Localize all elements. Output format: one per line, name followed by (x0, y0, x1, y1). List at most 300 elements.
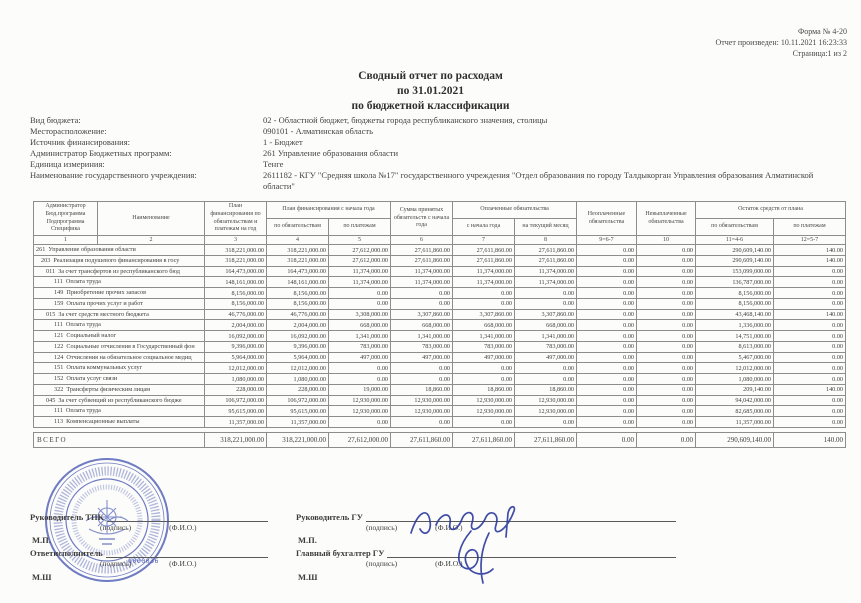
info-row (30, 137, 842, 148)
row-value: 46,776,000.00 (205, 309, 267, 320)
header-name: Наименование (98, 202, 205, 236)
row-name: 113 Компенсационные выплаты (34, 417, 205, 428)
row-value: 0.00 (637, 352, 696, 363)
mp-label: М.П. (32, 535, 51, 545)
header-by-payments: по платежам (329, 219, 391, 236)
info-label: Месторасположение: (30, 126, 107, 137)
column-number: 6 (391, 236, 453, 245)
report-generated-timestamp: Отчет произведен: 10.11.2021 16:23:33 (715, 37, 847, 47)
signature-line (30, 547, 268, 558)
row-value: 0.00 (577, 341, 637, 352)
row-value: 27,611,860.00 (453, 255, 515, 266)
signature-caption: (подпись) (366, 559, 398, 568)
signature-rule (107, 511, 268, 522)
signature-line (30, 511, 268, 522)
row-value: 136,787,000.00 (696, 277, 774, 288)
row-value: 19,000.00 (329, 384, 391, 395)
table-row (34, 266, 846, 277)
row-value: 11,374,000.00 (329, 266, 391, 277)
row-name: 124 Отчисления на обязательное социальное медиц (34, 352, 205, 363)
row-value: 0.00 (577, 384, 637, 395)
row-value: 783,000.00 (515, 341, 577, 352)
row-value: 12,930,000.00 (453, 406, 515, 417)
row-value: 18,860.00 (515, 384, 577, 395)
info-label: Источник финансирования: (30, 137, 130, 148)
mp-label: М.П. (298, 535, 317, 545)
column-number: 11=4-6 (696, 236, 774, 245)
header-group-remainder: Остаток средств от плана (696, 202, 846, 219)
info-value: 090101 - Алматинская область (263, 126, 373, 137)
header-group-plan-start: План финансирования с начала года (267, 202, 391, 219)
row-value: 318,221,000.00 (267, 245, 329, 256)
row-value: 0.00 (577, 363, 637, 374)
row-value: 0.00 (774, 331, 846, 342)
row-value: 106,972,000.00 (205, 395, 267, 406)
row-value: 0.00 (637, 266, 696, 277)
info-row (30, 170, 842, 192)
row-value: 290,609,140.00 (696, 245, 774, 256)
row-name: 011 За счет трансфертов из республиканского бюд (34, 266, 205, 277)
row-value: 27,612,000.00 (329, 245, 391, 256)
signature-rule (387, 547, 676, 558)
table-row (34, 331, 846, 342)
row-value: 0.00 (577, 309, 637, 320)
row-value: 0.00 (637, 432, 696, 447)
column-numbers-row (34, 236, 846, 245)
row-name: 261 Управление образования области (34, 245, 205, 256)
title-line-3: по бюджетной классификации (351, 99, 510, 112)
row-value: 0.00 (637, 309, 696, 320)
stamp-number: 0000036 (128, 557, 159, 565)
table-row (34, 395, 846, 406)
row-value: 0.00 (637, 245, 696, 256)
info-value: Тенге (263, 159, 284, 170)
row-value: 318,221,000.00 (205, 245, 267, 256)
row-value: 0.00 (453, 288, 515, 299)
header-undisbursed: Невыплаченные обязательства (637, 202, 696, 236)
row-value: 8,156,000.00 (205, 298, 267, 309)
row-value: 0.00 (577, 395, 637, 406)
row-value: 0.00 (391, 298, 453, 309)
table-row (34, 298, 846, 309)
row-value: 3,308,000.00 (329, 309, 391, 320)
row-value: 9,396,000.00 (267, 341, 329, 352)
title-line-2: по 31.01.2021 (396, 84, 464, 97)
info-label: Единица измериния: (30, 159, 105, 170)
row-value: 27,611,860.00 (391, 255, 453, 266)
fio-caption: (Ф.И.О.) (169, 559, 197, 568)
row-value: 0.00 (391, 363, 453, 374)
column-number: 7 (453, 236, 515, 245)
row-value: 0.00 (453, 417, 515, 428)
info-row (30, 148, 842, 159)
row-value: 27,612,000.00 (329, 432, 391, 447)
row-value: 0.00 (774, 288, 846, 299)
row-value: 318,221,000.00 (205, 255, 267, 266)
row-value: 82,685,000.00 (696, 406, 774, 417)
row-value: 0.00 (577, 320, 637, 331)
row-value: 11,374,000.00 (391, 277, 453, 288)
row-name: 111 Оплата труда (34, 406, 205, 417)
signature-captions (30, 523, 268, 532)
row-value: 0.00 (637, 417, 696, 428)
info-value: 2611182 - КГУ "Средняя школа №17" государственного учреждения "Отдел образования по городу Талдыкорган Управления образования Алматинской области" (263, 170, 814, 192)
row-value: 290,609,140.00 (696, 432, 774, 447)
column-number: 4 (267, 236, 329, 245)
column-number: 3 (205, 236, 267, 245)
row-value: 5,964,000.00 (205, 352, 267, 363)
row-name: 122 Социальные отчисления в Государственный фон (34, 341, 205, 352)
row-value: 153,099,000.00 (696, 266, 774, 277)
table-header (34, 202, 846, 245)
signature-caption: (подпись) (366, 523, 398, 532)
row-value: 27,611,860.00 (515, 255, 577, 266)
column-number: 8 (515, 236, 577, 245)
row-value: 0.00 (515, 417, 577, 428)
row-value: 0.00 (577, 432, 637, 447)
form-number: Форма № 4-20 (797, 27, 847, 36)
header-remainder-payments: по платежам (774, 219, 846, 236)
row-value: 0.00 (515, 288, 577, 299)
table-row (34, 277, 846, 288)
row-value: 12,930,000.00 (391, 406, 453, 417)
row-value: 0.00 (453, 374, 515, 385)
signatory-role: Руководитель ТПК (30, 512, 104, 522)
row-value: 27,611,860.00 (515, 245, 577, 256)
handwritten-signature (441, 527, 511, 587)
table-row (34, 406, 846, 417)
signature-caption: (подпись) (100, 559, 132, 568)
row-name: ВСЕГО (34, 432, 205, 447)
row-name: 121 Социальный налог (34, 331, 205, 342)
row-value: 18,860.00 (391, 384, 453, 395)
header-plan-year: План финансирования по обязательствам и платежам на год (205, 202, 267, 236)
row-value: 8,156,000.00 (696, 288, 774, 299)
header-accepted: Сумма принятых обязательств с начала года (391, 202, 453, 236)
row-value: 16,092,000.00 (205, 331, 267, 342)
table-row (34, 384, 846, 395)
table-body (34, 245, 846, 448)
row-value: 27,611,860.00 (391, 432, 453, 447)
row-value: 164,473,000.00 (205, 266, 267, 277)
row-value: 0.00 (637, 395, 696, 406)
signature-right-column (296, 511, 676, 582)
table-row (34, 288, 846, 299)
row-name: 045 За счет субвенций из республиканского бюдже (34, 395, 205, 406)
row-value: 12,012,000.00 (267, 363, 329, 374)
row-name: 152 Оплата услуг связи (34, 374, 205, 385)
header-group-paid: Оплаченные обязательства (453, 202, 577, 219)
row-value: 0.00 (637, 363, 696, 374)
row-value: 0.00 (577, 255, 637, 266)
row-value: 0.00 (391, 417, 453, 428)
row-value: 18,860.00 (453, 384, 515, 395)
signature-rule (106, 547, 268, 558)
row-value: 14,751,000.00 (696, 331, 774, 342)
row-value: 668,000.00 (391, 320, 453, 331)
row-value: 5,964,000.00 (267, 352, 329, 363)
column-number: 5 (329, 236, 391, 245)
table-row (34, 374, 846, 385)
table-row (34, 320, 846, 331)
row-name: 111 Оплата труда (34, 320, 205, 331)
row-value: 11,374,000.00 (453, 277, 515, 288)
row-value: 0.00 (637, 277, 696, 288)
row-value: 228,000.00 (205, 384, 267, 395)
row-value: 11,374,000.00 (329, 277, 391, 288)
row-value: 3,307,860.00 (453, 309, 515, 320)
row-value: 209,140.00 (696, 384, 774, 395)
row-value: 2,004,000.00 (205, 320, 267, 331)
row-value: 0.00 (637, 374, 696, 385)
row-value: 318,221,000.00 (205, 432, 267, 447)
table-row (34, 309, 846, 320)
row-name: 149 Приобретение прочих запасов (34, 288, 205, 299)
row-value: 0.00 (453, 298, 515, 309)
column-number: 10 (637, 236, 696, 245)
row-value: 0.00 (577, 352, 637, 363)
row-value: 0.00 (329, 298, 391, 309)
row-value: 668,000.00 (515, 320, 577, 331)
row-value: 27,611,860.00 (391, 245, 453, 256)
row-value: 140.00 (774, 432, 846, 447)
header-paid-current-month: на текущий месяц (515, 219, 577, 236)
row-value: 8,156,000.00 (696, 298, 774, 309)
row-value: 12,930,000.00 (515, 406, 577, 417)
table-row (34, 417, 846, 428)
expense-table (33, 201, 846, 448)
column-number: 9=6-7 (577, 236, 637, 245)
row-value: 12,930,000.00 (329, 395, 391, 406)
row-value: 3,307,860.00 (391, 309, 453, 320)
signature-block (30, 511, 835, 582)
row-value: 140.00 (774, 245, 846, 256)
row-value: 0.00 (774, 363, 846, 374)
row-value: 0.00 (774, 395, 846, 406)
header-unpaid: Неоплаченные обязательства (577, 202, 637, 236)
row-value: 11,374,000.00 (453, 266, 515, 277)
row-value: 783,000.00 (453, 341, 515, 352)
row-value: 5,467,000.00 (696, 352, 774, 363)
row-value: 0.00 (515, 374, 577, 385)
row-value: 140.00 (774, 309, 846, 320)
info-value: 02 - Областной бюджет, бюджеты города республиканского значения, столицы (263, 115, 548, 125)
row-value: 1,336,000.00 (696, 320, 774, 331)
info-label: Администратор Бюджетных программ: (30, 148, 172, 159)
row-name: 203 Реализация подушевого финансирования в госу (34, 255, 205, 266)
row-value: 0.00 (577, 406, 637, 417)
row-value: 1,080,000.00 (205, 374, 267, 385)
row-value: 94,042,000.00 (696, 395, 774, 406)
row-value: 0.00 (774, 417, 846, 428)
column-number: 12=5-7 (774, 236, 846, 245)
fio-caption: (Ф.И.О.) (435, 523, 463, 532)
row-value: 8,613,000.00 (696, 341, 774, 352)
info-row (30, 115, 842, 126)
row-value: 16,092,000.00 (267, 331, 329, 342)
row-value: 0.00 (774, 406, 846, 417)
row-value: 148,161,000.00 (205, 277, 267, 288)
row-value: 497,000.00 (515, 352, 577, 363)
row-value: 0.00 (577, 245, 637, 256)
fio-caption: (Ф.И.О.) (435, 559, 463, 568)
row-value: 0.00 (637, 255, 696, 266)
row-value: 11,357,000.00 (696, 417, 774, 428)
row-value: 783,000.00 (329, 341, 391, 352)
row-value: 95,615,000.00 (267, 406, 329, 417)
row-value: 0.00 (637, 331, 696, 342)
header-by-obligations: по обязательствам (267, 219, 329, 236)
row-value: 668,000.00 (453, 320, 515, 331)
header-paid-since-start: с начала года (453, 219, 515, 236)
row-value: 148,161,000.00 (267, 277, 329, 288)
row-value: 0.00 (637, 298, 696, 309)
info-value: 261 Управление образования области (263, 148, 399, 159)
row-value: 11,374,000.00 (391, 266, 453, 277)
row-value: 11,357,000.00 (205, 417, 267, 428)
msh-label: М.Ш (298, 572, 318, 582)
row-value: 12,930,000.00 (391, 395, 453, 406)
row-value: 27,611,860.00 (515, 432, 577, 447)
signatory-role: Ответисполнитель (30, 548, 103, 558)
row-value: 46,776,000.00 (267, 309, 329, 320)
row-value: 0.00 (637, 341, 696, 352)
row-value: 0.00 (329, 363, 391, 374)
row-value: 8,156,000.00 (205, 288, 267, 299)
row-value: 8,156,000.00 (267, 288, 329, 299)
row-value: 0.00 (774, 320, 846, 331)
row-value: 497,000.00 (329, 352, 391, 363)
table-row (34, 245, 846, 256)
row-value: 12,012,000.00 (205, 363, 267, 374)
info-value: 1 - Бюджет (263, 137, 303, 148)
row-value: 0.00 (515, 298, 577, 309)
column-number: 1 (34, 236, 98, 245)
title-line-1: Сводный отчет по расходам (358, 70, 503, 82)
row-value: 27,611,860.00 (453, 432, 515, 447)
row-value: 164,473,000.00 (267, 266, 329, 277)
row-value: 2,004,000.00 (267, 320, 329, 331)
row-value: 11,374,000.00 (515, 277, 577, 288)
row-value: 0.00 (774, 352, 846, 363)
table-row (34, 352, 846, 363)
row-value: 0.00 (637, 288, 696, 299)
row-value: 0.00 (577, 331, 637, 342)
row-value: 1,080,000.00 (267, 374, 329, 385)
signature-caption: (подпись) (100, 523, 132, 532)
page-title (0, 69, 861, 114)
column-number: 2 (98, 236, 205, 245)
row-value: 12,012,000.00 (696, 363, 774, 374)
signature-left-column (30, 511, 268, 582)
row-value: 0.00 (329, 288, 391, 299)
corner-meta (715, 27, 847, 59)
row-value: 1,341,000.00 (453, 331, 515, 342)
row-value: 12,930,000.00 (329, 406, 391, 417)
table-row (34, 255, 846, 266)
row-value: 0.00 (515, 363, 577, 374)
row-value: 140.00 (774, 384, 846, 395)
row-name: 015 За счет средств местного бюджета (34, 309, 205, 320)
report-parameters (30, 115, 842, 192)
row-value: 318,221,000.00 (267, 255, 329, 266)
row-value: 27,611,860.00 (453, 245, 515, 256)
table-row (34, 341, 846, 352)
row-value: 43,468,140.00 (696, 309, 774, 320)
row-value: 0.00 (774, 266, 846, 277)
row-value: 0.00 (329, 374, 391, 385)
fio-caption: (Ф.И.О.) (169, 523, 197, 532)
row-value: 0.00 (774, 277, 846, 288)
row-value: 0.00 (577, 288, 637, 299)
row-name: 159 Оплата прочих услуг и работ (34, 298, 205, 309)
info-row (30, 126, 842, 137)
row-value: 12,930,000.00 (515, 395, 577, 406)
row-value: 12,930,000.00 (453, 395, 515, 406)
row-value: 668,000.00 (329, 320, 391, 331)
row-value: 0.00 (391, 288, 453, 299)
table-row (34, 363, 846, 374)
row-value: 11,357,000.00 (267, 417, 329, 428)
row-value: 0.00 (577, 374, 637, 385)
row-value: 0.00 (774, 341, 846, 352)
total-row (34, 432, 846, 447)
row-value: 1,341,000.00 (329, 331, 391, 342)
row-value: 0.00 (637, 320, 696, 331)
row-value: 140.00 (774, 255, 846, 266)
header-remainder-obligations: по обязательствам (696, 219, 774, 236)
row-value: 0.00 (577, 266, 637, 277)
signature-captions (30, 559, 268, 568)
row-value: 290,609,140.00 (696, 255, 774, 266)
info-label: Наименование государственного учреждения: (30, 170, 197, 181)
row-value: 1,341,000.00 (515, 331, 577, 342)
row-value: 3,307,860.00 (515, 309, 577, 320)
row-value: 0.00 (577, 277, 637, 288)
header-admin: Администратор Бюд.программа Подпрограмма Специфика (34, 202, 98, 236)
row-value: 497,000.00 (453, 352, 515, 363)
row-value: 0.00 (637, 406, 696, 417)
row-value: 95,615,000.00 (205, 406, 267, 417)
row-value: 497,000.00 (391, 352, 453, 363)
row-value: 9,396,000.00 (205, 341, 267, 352)
signatory-role: Руководитель ГУ (296, 512, 363, 522)
row-value: 8,156,000.00 (267, 298, 329, 309)
row-value: 0.00 (329, 417, 391, 428)
info-row (30, 159, 842, 170)
row-value: 0.00 (577, 298, 637, 309)
row-value: 0.00 (391, 374, 453, 385)
row-value: 0.00 (637, 384, 696, 395)
row-name: 322 Трансферты физическим лицам (34, 384, 205, 395)
row-value: 106,972,000.00 (267, 395, 329, 406)
row-value: 228,000.00 (267, 384, 329, 395)
row-value: 27,612,000.00 (329, 255, 391, 266)
row-value: 0.00 (453, 363, 515, 374)
row-value: 318,221,000.00 (267, 432, 329, 447)
row-name: 111 Оплата труда (34, 277, 205, 288)
row-name: 151 Оплата коммунальных услуг (34, 363, 205, 374)
row-value: 0.00 (774, 298, 846, 309)
info-label: Вид бюджета: (30, 115, 81, 125)
page-indicator: Страница:1 из 2 (792, 48, 847, 58)
signatory-role: Главный бухгалтер ГУ (296, 548, 385, 558)
row-value: 0.00 (774, 374, 846, 385)
row-value: 11,374,000.00 (515, 266, 577, 277)
row-value: 783,000.00 (391, 341, 453, 352)
row-value: 1,080,000.00 (696, 374, 774, 385)
row-value: 1,341,000.00 (391, 331, 453, 342)
